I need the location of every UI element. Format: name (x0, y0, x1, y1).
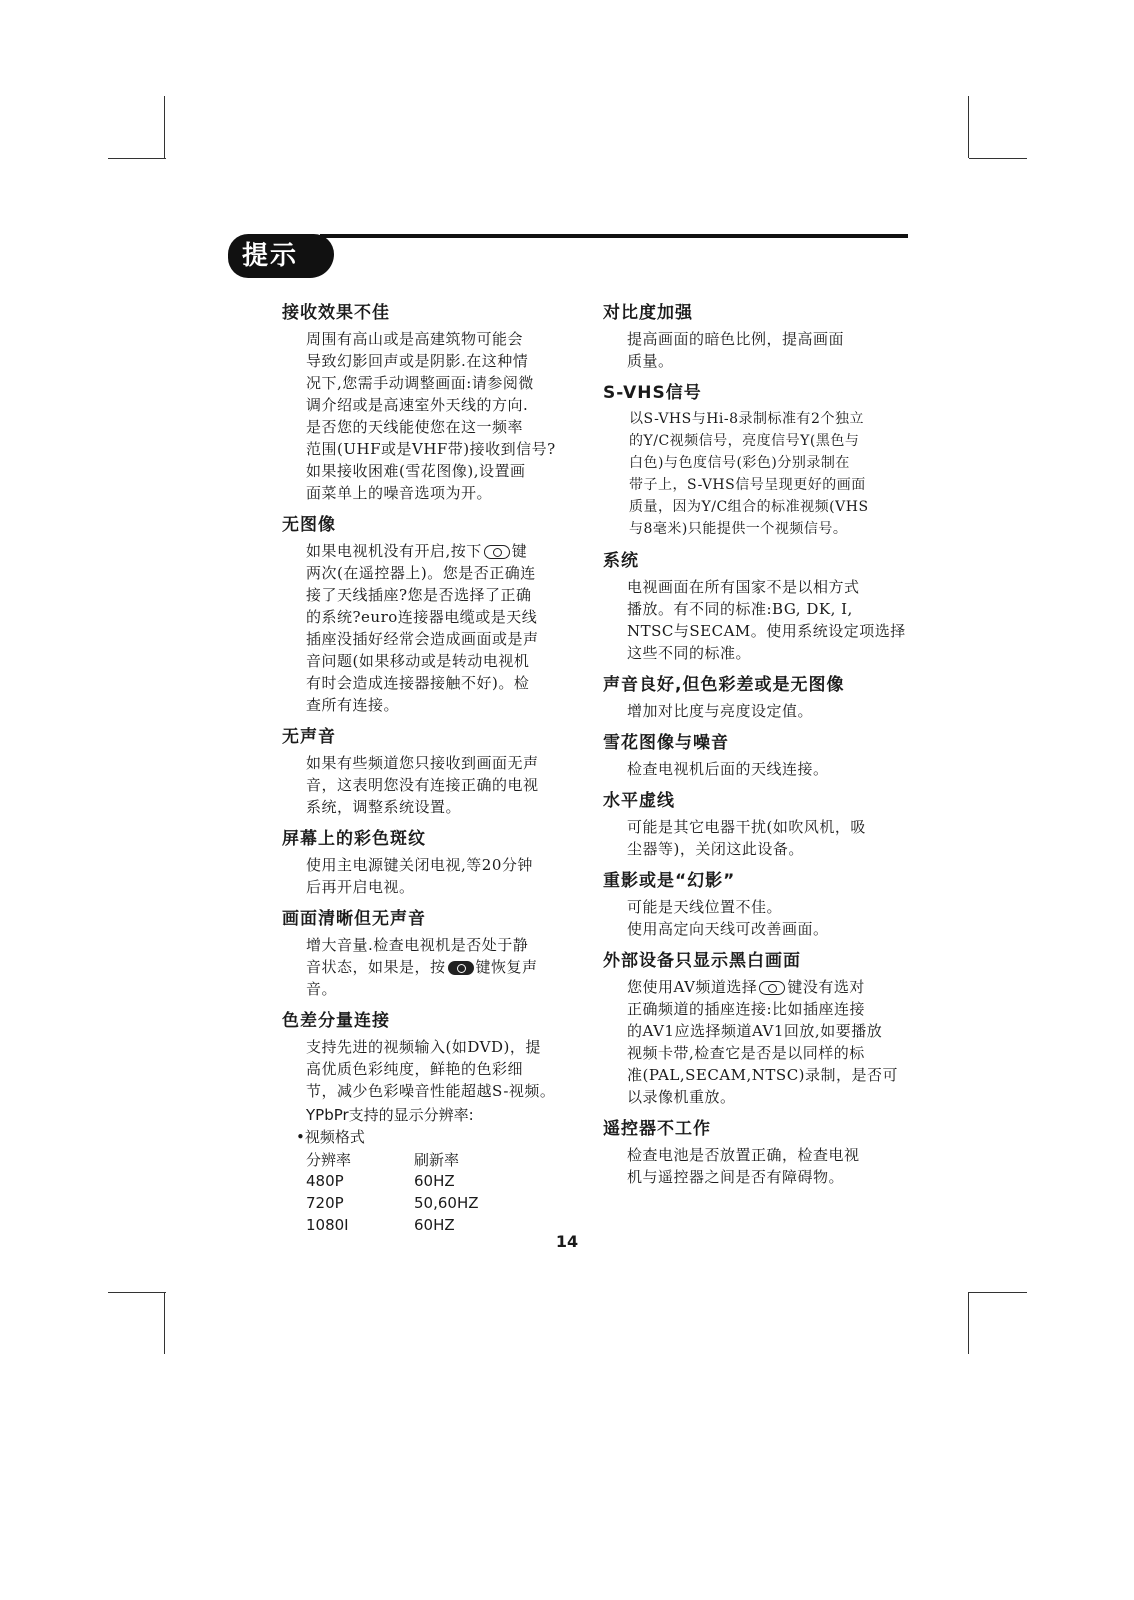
section-title: 重影或是“幻影” (603, 871, 736, 891)
table-cell: 60HZ (414, 1216, 455, 1234)
crop-mark (968, 1292, 969, 1354)
table-cell: 1080I (306, 1216, 349, 1234)
section-title: 无图像 (282, 515, 336, 535)
section-title: 系统 (603, 551, 639, 571)
section-clear-picture-no-sound (282, 908, 594, 1000)
section-body-end: 键 两次(在遥控器上)。您是否正确连 接了天线插座?您是否选择了正确 的系统?euro连接器电缆或是天线 插座没插好经常会造成画面或是声 音问题(如果移动或是转动电视机 有时会造成连接器接触不好)。检 查所有连接。 (306, 542, 539, 714)
header-rule (320, 234, 908, 238)
section-body: 检查电视机后面的天线连接。 (627, 760, 829, 778)
video-format-bullet: •视频格式 (296, 1128, 365, 1146)
table-header-cell: 刷新率 (414, 1150, 460, 1169)
section-poor-reception (282, 302, 594, 504)
ypbpr-support-text: YPbPr支持的显示分辨率: (306, 1106, 474, 1124)
table-header-row (306, 1148, 479, 1170)
section-body: 提高画面的暗色比例，提高画面 质量。 (627, 330, 845, 370)
table-cell: 60HZ (414, 1172, 455, 1190)
crop-mark (968, 96, 969, 158)
section-body: 可能是其它电器干扰(如吹风机，吸 尘器等)，关闭这此设备。 (627, 818, 866, 858)
section-body: 电视画面在所有国家不是以相方式 播放。有不同的标准:BG, DK, I, NTSC与SECAM。使用系统设定项选择 这些不同的标准。 (627, 578, 906, 662)
section-body: 以S-VHS与Hi-8录制标准有2个独立 的Y/C视频信号，亮度信号Y(黑色与 白色)与色度信号(彩色)分别录制在 带子上，S-VHS信号呈现更好的画面 质量，因为Y/C组合的标准视频(VHS 与8毫米)只能提供一个视频信号。 (629, 411, 869, 537)
table-header-cell: 分辨率 (306, 1150, 352, 1169)
section-body (306, 934, 594, 1000)
section-title: S-VHS信号 (603, 383, 702, 403)
section-title: 雪花图像与噪音 (603, 733, 729, 753)
resolution-table (306, 1148, 479, 1236)
section-contrast-enhancement (603, 302, 925, 372)
crop-mark (164, 1292, 165, 1354)
section-body: 检查电池是否放置正确，检查电视 机与遥控器之间是否有障碍物。 (627, 1146, 860, 1186)
page-title: 提示 (228, 234, 334, 278)
left-column (282, 302, 594, 1236)
right-column (603, 302, 925, 1198)
section-system (603, 550, 925, 664)
section-title: 外部设备只显示黑白画面 (603, 951, 801, 971)
section-body-start: 您使用AV频道选择 (627, 978, 758, 996)
section-good-sound-poor-color (603, 674, 925, 722)
crop-mark (969, 1292, 1027, 1293)
section-title: 水平虚线 (603, 791, 675, 811)
crop-mark (108, 158, 166, 159)
section-svhs-signal (603, 382, 925, 540)
section-remote-not-working (603, 1118, 925, 1188)
section-ghosting (603, 870, 925, 940)
table-cell: 480P (306, 1172, 344, 1190)
section-body: 周围有高山或是高建筑物可能会 导致幻影回声或是阴影.在这种情 况下,您需手动调整画面:请参阅微 调介绍或是高速室外天线的方向. 是否您的天线能使您在这一频率 范围(UHF或是VHF带)接收到信号? 如果接收困难(雪花图像),设置画 面菜单上的噪音选项为开。 (306, 330, 556, 502)
section-title: 接收效果不佳 (282, 303, 390, 323)
table-row (306, 1170, 479, 1192)
crop-mark (108, 1292, 166, 1293)
section-black-white-external (603, 950, 925, 1108)
power-button-icon (484, 545, 510, 559)
section-body (306, 540, 594, 716)
section-body-start: 如果电视机没有开启,按下 (306, 542, 482, 560)
section-component-connection (282, 1010, 594, 1236)
section-horizontal-lines (603, 790, 925, 860)
section-snow-noise (603, 732, 925, 780)
section-body (627, 976, 925, 1108)
section-body-end: 键恢复声 音。 (306, 958, 538, 998)
section-title: 无声音 (282, 727, 336, 747)
section-body: 如果有些频道您只接收到画面无声 音，这表明您没有连接正确的电视 系统，调整系统设置。 (306, 754, 539, 816)
page-number: 14 (555, 1232, 579, 1251)
table-cell: 720P (306, 1194, 344, 1212)
table-row (306, 1192, 479, 1214)
section-body-end: 键没有选对 正确频道的插座连接:比如插座连接 的AV1应选择频道AV1回放,如要播放 视频卡带,检查它是否是以同样的标 准(PAL,SECAM,NTSC)录制，是否可 以录像机重放。 (627, 978, 899, 1106)
table-cell: 50,60HZ (414, 1194, 479, 1212)
section-body-start: 增大音量.检查电视机是否处于静 音状态，如果是，按 (306, 936, 529, 976)
mute-button-icon (448, 961, 474, 975)
crop-mark (969, 158, 1027, 159)
section-no-picture (282, 514, 594, 716)
section-body: 增加对比度与亮度设定值。 (627, 702, 814, 720)
section-title: 对比度加强 (603, 303, 693, 323)
section-body: 支持先进的视频输入(如DVD)，提 高优质色彩纯度，鲜艳的色彩细 节，减少色彩噪音性能超越S-视频。 (306, 1038, 556, 1100)
section-title: 声音良好,但色彩差或是无图像 (603, 675, 845, 695)
section-color-streaks (282, 828, 594, 898)
section-body: 可能是天线位置不佳。 使用高定向天线可改善画面。 (627, 898, 829, 938)
section-title: 色差分量连接 (282, 1011, 390, 1031)
crop-mark (164, 96, 165, 158)
section-no-sound (282, 726, 594, 818)
section-title: 屏幕上的彩色斑纹 (282, 829, 426, 849)
section-title: 遥控器不工作 (603, 1119, 711, 1139)
av-button-icon (759, 981, 785, 995)
section-title: 画面清晰但无声音 (282, 909, 426, 929)
section-body: 使用主电源键关闭电视,等20分钟 后再开启电视。 (306, 856, 533, 896)
